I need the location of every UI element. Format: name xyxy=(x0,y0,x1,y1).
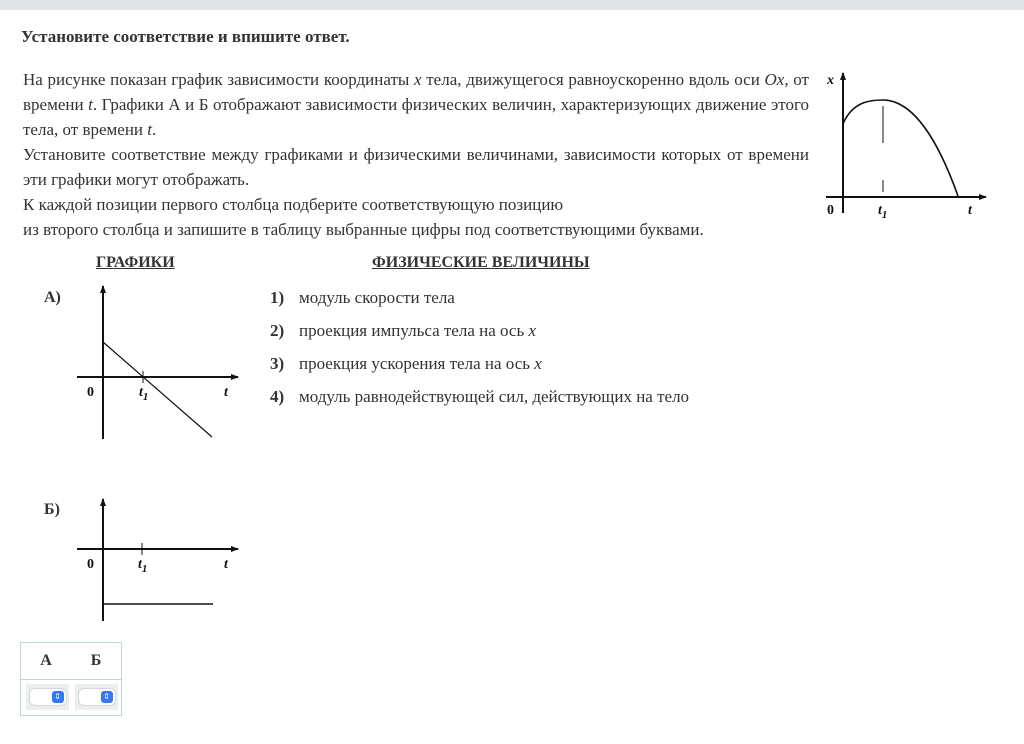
main-graph-origin-label: 0 xyxy=(827,203,834,218)
answer-select-b[interactable] xyxy=(79,689,115,705)
variable-x: x xyxy=(414,70,422,89)
main-graph-y-label: x xyxy=(827,73,834,88)
graphs-column-header: ГРАФИКИ xyxy=(96,254,175,271)
variable-t: t xyxy=(88,95,93,114)
task-title: Установите соответствие и впишите ответ. xyxy=(21,27,350,46)
text-line: К каждой позиции первого столбца подберите соответствующую позицию xyxy=(23,195,564,214)
option-text: модуль скорости тела xyxy=(299,288,455,307)
answer-select-a[interactable] xyxy=(30,689,66,705)
variable-ox: Ox xyxy=(764,70,785,89)
option-variable: x xyxy=(534,354,542,373)
answer-table-body xyxy=(21,680,121,710)
text-segment: . Графики А и Б отображают зависимости физических величин, характеризующих движение этого тела, от времени xyxy=(23,95,810,139)
quantities-column-header: ФИЗИЧЕСКИЕ ВЕЛИЧИНЫ xyxy=(372,254,590,271)
text-line: из второго столбца и запишите в таблицу выбранные цифры под соответствующими буквами. xyxy=(23,220,704,239)
problem-paragraph-2: Установите соответствие между графиками и физическими величинами, зависимости которых от времени эти графики могут отображать. xyxy=(23,145,809,189)
answer-select-b-wrapper xyxy=(75,684,118,710)
graph-a-origin-label: 0 xyxy=(87,385,94,400)
option-text: проекция ускорения тела на ось xyxy=(299,354,535,373)
option-text: проекция импульса тела на ось xyxy=(299,321,529,340)
select-chevron-icon[interactable]: ⇕ xyxy=(101,691,113,703)
graph-a-x-label: t xyxy=(224,385,228,400)
graph-a-label: А) xyxy=(44,289,61,306)
option-text: модуль равнодействующей сил, действующих на тело xyxy=(299,387,690,406)
variable-t: t xyxy=(147,120,153,139)
answer-select-a-wrapper xyxy=(26,684,69,710)
graph-a-line xyxy=(103,342,212,437)
answer-table xyxy=(20,642,122,716)
quantity-option-4 xyxy=(270,387,689,407)
quantity-option-3 xyxy=(270,354,542,374)
quantity-option-1 xyxy=(270,288,455,308)
text-segment: На рисунке показан график зависимости координаты xyxy=(23,70,415,89)
main-graph-curve xyxy=(843,100,958,196)
select-chevron-icon[interactable]: ⇕ xyxy=(52,691,64,703)
answer-column-b: Б xyxy=(90,652,102,669)
graph-a-t1-label: $t_1$ xyxy=(139,385,149,403)
main-graph-t1-label: $t_1$ xyxy=(878,203,888,221)
text-segment: . xyxy=(152,120,157,139)
main-graph-x-label: t xyxy=(968,203,972,218)
option-number: 2) xyxy=(270,321,285,340)
option-variable: x xyxy=(528,321,537,340)
option-number: 4) xyxy=(270,387,285,406)
graph-b-origin-label: 0 xyxy=(87,557,94,572)
text-segment: , от времени xyxy=(23,70,809,114)
graph-b-t1-label: $t_1$ xyxy=(138,557,148,575)
quantity-option-2 xyxy=(270,321,536,341)
option-number: 3) xyxy=(270,354,285,373)
text-segment: тела, движущегося равноускоренно вдоль оси xyxy=(421,70,765,89)
option-number: 1) xyxy=(270,288,285,307)
graph-b-label: Б) xyxy=(44,501,60,518)
graph-b-x-label: t xyxy=(224,557,228,572)
answer-column-a: А xyxy=(40,652,52,669)
answer-table-header xyxy=(21,643,121,680)
